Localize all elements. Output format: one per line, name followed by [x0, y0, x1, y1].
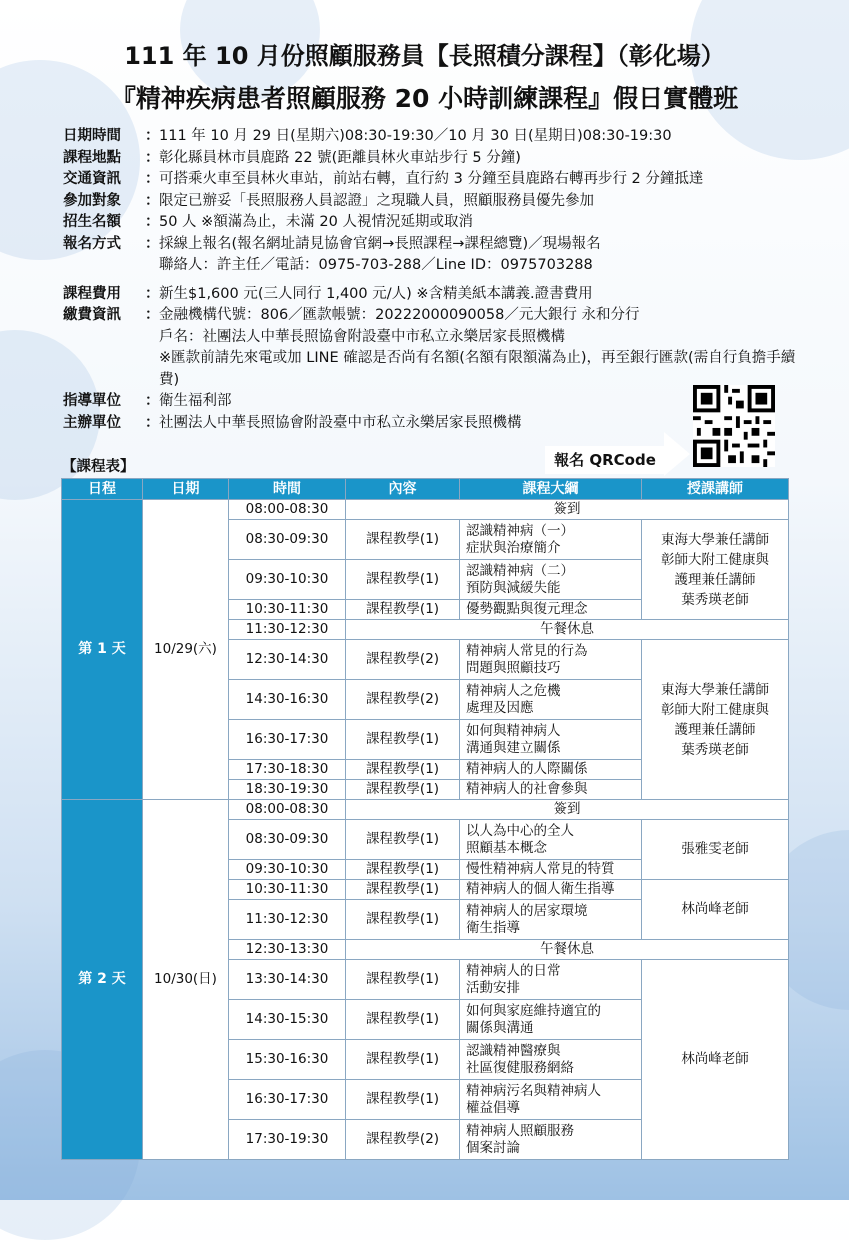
info-label: 繳費資訊	[63, 307, 121, 323]
info-label: 交通資訊	[63, 171, 121, 187]
content-cell: 課程教學(1)	[346, 780, 460, 800]
col-header: 日期	[143, 479, 229, 500]
info-row-supervisor: 指導單位 ： 衛生福利部	[63, 391, 793, 413]
info-value: 可搭乘火車至員林火車站，前站右轉，直行約 3 分鐘至員鹿路右轉再步行 2 分鐘抵達	[159, 171, 704, 187]
info-value: 衛生福利部	[159, 393, 232, 409]
time-cell: 08:30-09:30	[229, 520, 346, 560]
outline-cell: 認識精神病（一） 症狀與治療簡介	[460, 520, 642, 560]
course-info	[63, 126, 796, 434]
info-row-date: 日期時間 ： 111 年 10 月 29 日(星期六)08:30-19:30／10 月 30 日(星期日)08:30-19:30	[63, 126, 793, 148]
outline-cell: 慢性精神病人常見的特質	[460, 860, 642, 880]
table-row	[62, 800, 789, 820]
time-cell: 12:30-14:30	[229, 640, 346, 680]
outline-cell: 精神病人的人際關係	[460, 760, 642, 780]
info-label: 主辦單位	[63, 414, 121, 431]
time-cell: 10:30-11:30	[229, 880, 346, 900]
lunch-cell: 午餐休息	[346, 940, 789, 960]
content-cell: 課程教學(1)	[346, 1080, 460, 1120]
content-cell: 課程教學(1)	[346, 600, 460, 620]
info-value: 金融機構代號：806／匯款帳號：20222000090058／元大銀行 永和分行 戶名：社團法人中華長照協會附設臺中市私立永樂居家長照機構 ※匯款前請先來電或加 LINE 確認是否尚有名額(名額有限額滿為止)，再至銀行匯款(需自行負擔手續費)	[159, 305, 799, 391]
col-header: 時間	[229, 479, 346, 500]
signin-cell: 簽到	[346, 800, 789, 820]
content-cell: 課程教學(1)	[346, 760, 460, 780]
content-cell: 課程教學(2)	[346, 1120, 460, 1160]
info-label: 課程費用	[63, 285, 121, 302]
time-cell: 12:30-13:30	[229, 940, 346, 960]
time-cell: 11:30-12:30	[229, 620, 346, 640]
time-cell: 17:30-19:30	[229, 1120, 346, 1160]
date-cell: 10/30(日)	[143, 800, 229, 1160]
time-cell: 11:30-12:30	[229, 900, 346, 940]
outline-cell: 精神病人照顧服務 個案討論	[460, 1120, 642, 1160]
contact-line: 聯絡人：許主任／電話：0975-703-288／Line ID：0975703288	[159, 257, 593, 273]
time-cell: 10:30-11:30	[229, 600, 346, 620]
content-cell: 課程教學(1)	[346, 520, 460, 560]
qr-arrow-icon	[664, 432, 690, 476]
content-cell: 課程教學(1)	[346, 720, 460, 760]
info-row-transport: 交通資訊 ： 可搭乘火車至員林火車站，前站右轉，直行約 3 分鐘至員鹿路右轉再步行 2 分鐘抵達	[63, 169, 793, 191]
outline-cell: 精神病人的社會參與	[460, 780, 642, 800]
registration-qr-code[interactable]	[693, 385, 775, 467]
time-cell: 14:30-15:30	[229, 1000, 346, 1040]
qr-caption: 報名 QRCode	[545, 446, 665, 474]
info-label: 課程地點	[63, 149, 121, 166]
day-cell: 第 1 天	[62, 500, 143, 800]
time-cell: 16:30-17:30	[229, 720, 346, 760]
page-title-line2: 『精神疾病患者照顧服務 20 小時訓練課程』假日實體班	[110, 84, 739, 113]
info-row-organizer: 主辦單位 ： 社團法人中華長照協會附設臺中市私立永樂居家長照機構	[63, 413, 793, 435]
outline-cell: 精神病人的居家環境 衛生指導	[460, 900, 642, 940]
info-value: 社團法人中華長照協會附設臺中市私立永樂居家長照機構	[159, 414, 522, 431]
time-cell: 08:00-08:30	[229, 500, 346, 520]
time-cell: 17:30-18:30	[229, 760, 346, 780]
content-cell: 課程教學(1)	[346, 1040, 460, 1080]
info-value: 新生$1,600 元(三人同行 1,400 元/人) ※含精美紙本講義.證書費用	[159, 285, 593, 302]
outline-cell: 如何與家庭維持適宜的 關係與溝通	[460, 1000, 642, 1040]
content-cell: 課程教學(1)	[346, 880, 460, 900]
teacher-cell: 張雅雯老師	[642, 820, 789, 880]
signin-cell: 簽到	[346, 500, 789, 520]
page-title-line1: 111 年 10 月份照顧服務員【長照積分課程】（彰化場）	[124, 42, 725, 70]
teacher-cell: 東海大學兼任講師 彰師大附工健康與 護理兼任講師 葉秀瑛老師	[642, 520, 789, 620]
info-value: 限定已辦妥「長照服務人員認證」之現職人員，照顧服務員優先參加	[159, 192, 594, 209]
table-header-row	[62, 479, 789, 500]
content-cell: 課程教學(1)	[346, 900, 460, 940]
info-label: 參加對象	[63, 192, 121, 209]
info-row-location: 課程地點 ： 彰化縣員林市員鹿路 22 號(距離員林火車站步行 5 分鐘)	[63, 148, 793, 170]
payment-note: ※匯款前請先來電或加 LINE 確認是否尚有名額(名額有限額滿為止)，再至銀行匯款(需自行負擔手續費)	[159, 350, 796, 388]
time-cell: 15:30-16:30	[229, 1040, 346, 1080]
info-value: 彰化縣員林市員鹿路 22 號(距離員林火車站步行 5 分鐘)	[159, 149, 521, 166]
content-cell: 課程教學(1)	[346, 1000, 460, 1040]
day-cell: 第 2 天	[62, 800, 143, 1160]
time-cell: 08:00-08:30	[229, 800, 346, 820]
content-cell: 課程教學(1)	[346, 820, 460, 860]
table-row	[62, 500, 789, 520]
info-value: 50 人 ※額滿為止，未滿 20 人視情況延期或取消	[159, 214, 473, 230]
content-cell: 課程教學(1)	[346, 860, 460, 880]
info-row-registration: 報名方式 ： 採線上報名(報名網址請見協會官網→長照課程→課程總覽)／現場報名 聯絡人：許主任／電話：0975-703-288／Line ID：0975703288	[63, 234, 793, 277]
info-label: 招生名額	[63, 214, 121, 230]
time-cell: 18:30-19:30	[229, 780, 346, 800]
time-cell: 09:30-10:30	[229, 560, 346, 600]
info-row-payment: 繳費資訊 ： 金融機構代號：806／匯款帳號：20222000090058／元大銀行 永和分行 戶名：社團法人中華長照協會附設臺中市私立永樂居家長照機構 ※匯款前請先來電或加 LINE 確認是否尚有名額(名額有限額滿為止)，再至銀行匯款(需自行負擔手續費)	[63, 305, 793, 391]
schedule-label: 【課程表】	[62, 459, 135, 475]
account-name: 戶名：社團法人中華長照協會附設臺中市私立永樂居家長照機構	[159, 328, 565, 345]
time-cell: 08:30-09:30	[229, 820, 346, 860]
qr-code-icon	[693, 385, 775, 467]
info-row-quota: 招生名額 ： 50 人 ※額滿為止，未滿 20 人視情況延期或取消	[63, 212, 793, 234]
col-header: 授課講師	[642, 479, 789, 500]
time-cell: 09:30-10:30	[229, 860, 346, 880]
info-value: 採線上報名(報名網址請見協會官網→長照課程→課程總覽)／現場報名 聯絡人：許主任／電話：0975-703-288／Line ID：0975703288	[159, 235, 601, 273]
teacher-cell: 東海大學兼任講師 彰師大附工健康與 護理兼任講師 葉秀瑛老師	[642, 640, 789, 800]
col-header: 課程大綱	[460, 479, 642, 500]
info-label: 指導單位	[63, 393, 121, 409]
content-cell: 課程教學(1)	[346, 560, 460, 600]
outline-cell: 認識精神病（二） 預防與減緩失能	[460, 560, 642, 600]
outline-cell: 優勢觀點與復元理念	[460, 600, 642, 620]
time-cell: 13:30-14:30	[229, 960, 346, 1000]
info-label: 報名方式	[63, 235, 121, 252]
teacher-cell: 林尚峰老師	[642, 960, 789, 1160]
col-header: 內容	[346, 479, 460, 500]
outline-cell: 精神病人常見的行為 問題與照顧技巧	[460, 640, 642, 680]
outline-cell: 如何與精神病人 溝通與建立關係	[460, 720, 642, 760]
outline-cell: 認識精神醫療與 社區復健服務網絡	[460, 1040, 642, 1080]
col-header: 日程	[62, 479, 143, 500]
content-cell: 課程教學(1)	[346, 960, 460, 1000]
outline-cell: 精神病人的個人衛生指導	[460, 880, 642, 900]
lunch-cell: 午餐休息	[346, 620, 789, 640]
content-cell: 課程教學(2)	[346, 640, 460, 680]
outline-cell: 精神病人之危機 處理及因應	[460, 680, 642, 720]
teacher-cell: 林尚峰老師	[642, 880, 789, 940]
info-row-audience: 參加對象 ： 限定已辦妥「長照服務人員認證」之現職人員，照顧服務員優先參加	[63, 191, 793, 213]
outline-cell: 以人為中心的全人 照顧基本概念	[460, 820, 642, 860]
outline-cell: 精神病人的日常 活動安排	[460, 960, 642, 1000]
outline-cell: 精神病污名與精神病人 權益倡導	[460, 1080, 642, 1120]
date-cell: 10/29(六)	[143, 500, 229, 800]
time-cell: 14:30-16:30	[229, 680, 346, 720]
info-value: 111 年 10 月 29 日(星期六)08:30-19:30／10 月 30 日(星期日)08:30-19:30	[159, 128, 672, 144]
info-row-fee: 課程費用 ： 新生$1,600 元(三人同行 1,400 元/人) ※含精美紙本講義.證書費用	[63, 284, 793, 306]
course-schedule-table	[61, 478, 789, 1160]
time-cell: 16:30-17:30	[229, 1080, 346, 1120]
content-cell: 課程教學(2)	[346, 680, 460, 720]
info-label: 日期時間	[63, 128, 121, 144]
